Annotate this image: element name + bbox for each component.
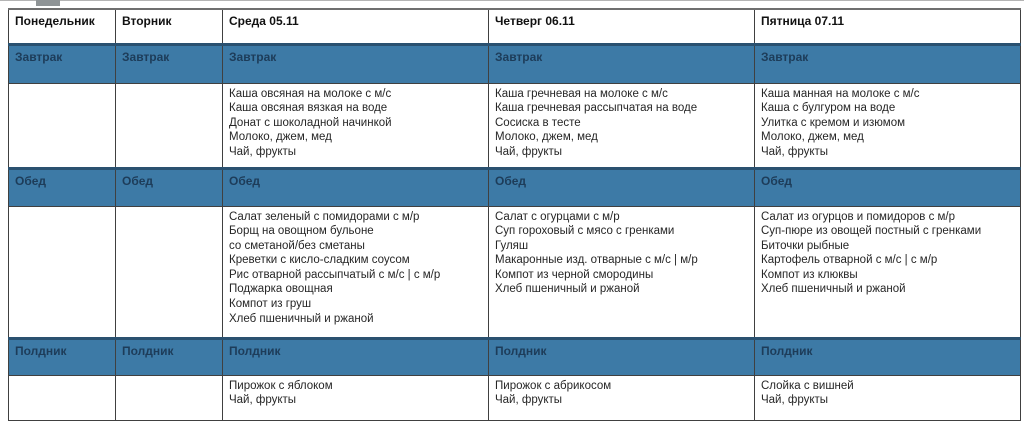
menu-item-line: Пирожок с яблоком [229,379,333,392]
snack-menu-tuesday [116,375,223,420]
breakfast-section-row [9,44,1021,83]
menu-item-line: Чай, фрукты [495,145,563,158]
lunch-menu-thursday [489,206,755,338]
menu-item-line: Макаронные изд. отварные с м/с | м/р [495,254,698,267]
menu-item-line: Чай, фрукты [495,394,563,407]
snack-section-cell-friday: Полдник [755,338,1021,375]
breakfast-section-cell-tuesday: Завтрак [116,44,223,83]
menu-item-line: Пирожок с абрикосом [495,379,612,392]
menu-item-line: Чай, фрукты [761,145,829,158]
menu-item-line: Чай, фрукты [761,394,829,407]
snack-section-cell-wednesday: Полдник [223,338,489,375]
breakfast-section-cell-monday: Завтрак [9,44,116,83]
menu-item-line: Каша манная на молоке с м/с [761,87,920,100]
menu-item-line: Суп гороховый с мясо с гренками [495,225,675,238]
menu-item-line: Салат зеленый с помидорами с м/р [229,210,420,223]
breakfast-menu-tuesday [116,83,223,168]
menu-item-line: Компот из клюквы [761,268,858,281]
lunch-menu-tuesday [116,206,223,338]
day-header-wednesday: Среда 05.11 [223,9,489,44]
menu-item-line: Биточки рыбные [761,239,850,252]
snack-section-cell-tuesday: Полдник [116,338,223,375]
menu-item-line: Молоко, джем, мед [495,131,598,144]
snack-section-row [9,338,1021,375]
top-edge-hairline [0,0,1024,1]
lunch-section-row [9,168,1021,206]
menu-item-line: Креветки с кисло-сладким соусом [229,254,410,267]
menu-item-line: Каша овсяная вязкая на воде [229,102,388,115]
menu-item-line: Донат с шоколадной начинкой [229,116,392,129]
day-header-friday: Пятница 07.11 [755,9,1021,44]
menu-item-line: Молоко, джем, мед [229,131,332,144]
menu-item-line: Хлеб пшеничный и ржаной [761,283,906,296]
lunch-section-cell-friday: Обед [755,168,1021,206]
menu-item-line: Гуляш [495,239,529,252]
menu-item-line: Слойка с вишней [761,379,854,392]
lunch-section-cell-tuesday: Обед [116,168,223,206]
menu-item-line: Суп-пюре из овощей постный с гренками [761,225,982,238]
breakfast-section-cell-wednesday: Завтрак [223,44,489,83]
day-header-thursday: Четверг 06.11 [489,9,755,44]
menu-item-line: Рис отварной рассыпчатый с м/с | с м/р [229,268,441,281]
breakfast-menu-monday [9,83,116,168]
menu-item-line: Каша овсяная на молоке с м/с [229,87,392,100]
menu-item-line: Хлеб пшеничный и ржаной [229,312,374,325]
menu-item-line: Каша гречневая на молоке с м/с [495,87,668,100]
lunch-menu-monday [9,206,116,338]
menu-item-line: Каша гречневая рассыпчатая на воде [495,102,698,115]
breakfast-section-cell-thursday: Завтрак [489,44,755,83]
menu-item-line: Компот из черной смородины [495,268,654,281]
lunch-menu-wednesday [223,206,489,338]
menu-item-line: Салат с огурцами с м/р [495,210,620,223]
lunch-content-row [9,206,1021,338]
menu-item-line: со сметаной/без сметаны [229,239,365,252]
day-header-tuesday: Вторник [116,9,223,44]
menu-item-line: Молоко, джем, мед [761,131,864,144]
snack-menu-friday [755,375,1021,420]
menu-item-line: Чай, фрукты [229,394,297,407]
top-left-gray-artifact [36,0,60,6]
menu-item-line: Картофель отварной с м/с | с м/р [761,254,938,267]
lunch-section-cell-monday: Обед [9,168,116,206]
snack-menu-monday [9,375,116,420]
snack-menu-wednesday [223,375,489,420]
menu-item-line: Улитка с кремом и изюмом [761,116,906,129]
lunch-section-cell-wednesday: Обед [223,168,489,206]
breakfast-menu-thursday [489,83,755,168]
breakfast-menu-friday [755,83,1021,168]
snack-section-cell-thursday: Полдник [489,338,755,375]
menu-item-line: Салат из огурцов и помидоров с м/р [761,210,956,223]
menu-item-line: Борщ на овощном бульоне [229,225,374,238]
breakfast-menu-wednesday [223,83,489,168]
menu-item-line: Компот из груш [229,298,312,311]
lunch-section-cell-thursday: Обед [489,168,755,206]
day-header-row [9,9,1021,44]
snack-content-row [9,375,1021,420]
snack-section-cell-monday: Полдник [9,338,116,375]
menu-item-line: Поджарка овощная [229,283,333,296]
breakfast-section-cell-friday: Завтрак [755,44,1021,83]
menu-table [8,8,1021,421]
breakfast-content-row [9,83,1021,168]
menu-item-line: Каша с булгуром на воде [761,102,896,115]
menu-item-line: Чай, фрукты [229,145,297,158]
lunch-menu-friday [755,206,1021,338]
menu-item-line: Сосиска в тесте [495,116,581,129]
menu-item-line: Хлеб пшеничный и ржаной [495,283,640,296]
snack-menu-thursday [489,375,755,420]
day-header-monday: Понедельник [9,9,116,44]
